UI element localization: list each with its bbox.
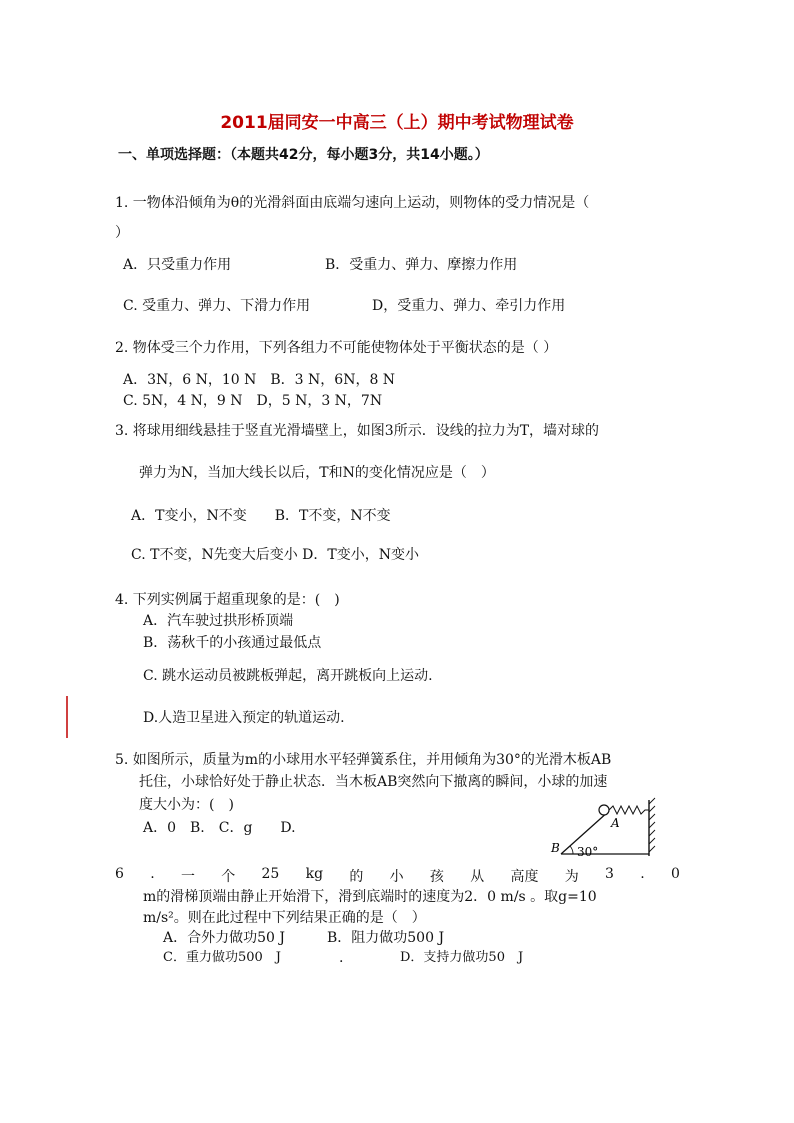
q6-word: . [640,866,645,882]
q4-option-a: A．汽车驶过拱形桥顶端 [143,613,294,629]
q6-word: 从 [470,869,485,885]
q5-stem-line3: 度大小为：( ) [139,797,234,813]
q6-word: 一 [180,869,195,885]
q4-option-b: B．荡秋千的小孩通过最低点 [143,635,322,651]
q6-word: 6 [115,866,124,882]
q3-stem: 3. 将球用细线悬挂于竖直光滑墙壁上，如图3所示．设线的拉力为T，墙对球的 [115,423,600,439]
label-b: B [551,841,560,855]
label-a: A [611,816,620,830]
q6-word: . [150,866,155,882]
q6-stem-line3: m/s²。则在此过程中下列结果正确的是（ ） [143,910,426,926]
q5-stem-line1: 5. 如图所示，质量为m的小球用水平轻弹簧系住，并用倾角为30°的光滑木板AB [115,752,612,768]
q6-word: kg [305,866,324,882]
q6-word: 0 [670,866,680,882]
q2-options-cd: C. 5N，4 N，9 N D，5 N，3 N，7N [123,393,383,409]
q1-stem: 1. 一物体沿倾角为θ的光滑斜面由底端匀速向上运动，则物体的受力情况是（ [115,195,590,211]
q6-stem-line2: m的滑梯顶端由静止开始滑下，滑到底端时的速度为2．0 m/s 。取g=10 [143,889,597,905]
q2-stem: 2. 物体受三个力作用，下列各组力不可能使物体处于平衡状态的是（ ） [115,340,558,356]
angle-arc [570,846,573,854]
q6-word: 个 [221,869,236,885]
q6-word: 小 [389,869,404,885]
q6-stray-dot: . [339,950,344,966]
q3-stem-cont: 弹力为N，当加大线长以后，T和N的变化情况应是（ ） [139,465,495,481]
q1-stem-cont: ） [115,225,129,241]
label-angle: 30° [577,845,599,859]
wall-hatch [649,798,655,852]
q1-option-a: A．只受重力作用 [123,257,232,273]
q4-option-d: D.人造卫星进入预定的轨道运动. [143,710,345,726]
q1-option-d: D，受重力、弹力、牵引力作用 [372,298,566,314]
revision-mark [66,696,68,738]
q5-options: A．0 B. C．g D. [143,820,296,836]
q6-stem-line1 [115,866,680,886]
q4-option-c: C. 跳水运动员被跳板弹起，离开跳板向上运动. [143,668,433,684]
page-title: 2011届同安一中高三（上）期中考试物理试卷 [220,113,574,133]
q3-options-ab: A．T变小，N不变 B．T不变，N不变 [131,508,391,524]
ball-icon [599,805,609,815]
q3-options-cd: C. T不变，N先变大后变小 D．T变小，N变小 [131,547,419,563]
q1-option-c: C. 受重力、弹力、下滑力作用 [123,298,311,314]
q6-option-d: D．支持力做功50 J [400,950,524,965]
q4-stem: 4. 下列实例属于超重现象的是：( ) [115,592,340,608]
q6-word: 25 [261,866,280,882]
q6-word: 3 [605,866,614,882]
q2-options-ab: A．3N，6 N，10 N B．3 N，6N，8 N [123,372,396,388]
q6-word: 孩 [429,869,444,885]
q1-option-b: B．受重力、弹力、摩擦力作用 [325,257,518,273]
q6-word: 为 [564,869,579,885]
spring-icon [609,806,649,814]
q6-option-c: C．重力做功500 J [163,950,281,965]
q6-word: 高度 [510,869,539,885]
q5-stem-line2: 托住，小球恰好处于静止状态．当木板AB突然向下撤离的瞬间，小球的加速 [139,774,608,790]
q6-word: 的 [349,869,364,885]
q6-options-ab: A．合外力做功50 J B．阻力做功500 J [163,930,445,946]
incline-spring-figure [545,796,660,861]
section-heading: 一、单项选择题：（本题共42分，每小题3分，共14小题。） [118,147,489,163]
